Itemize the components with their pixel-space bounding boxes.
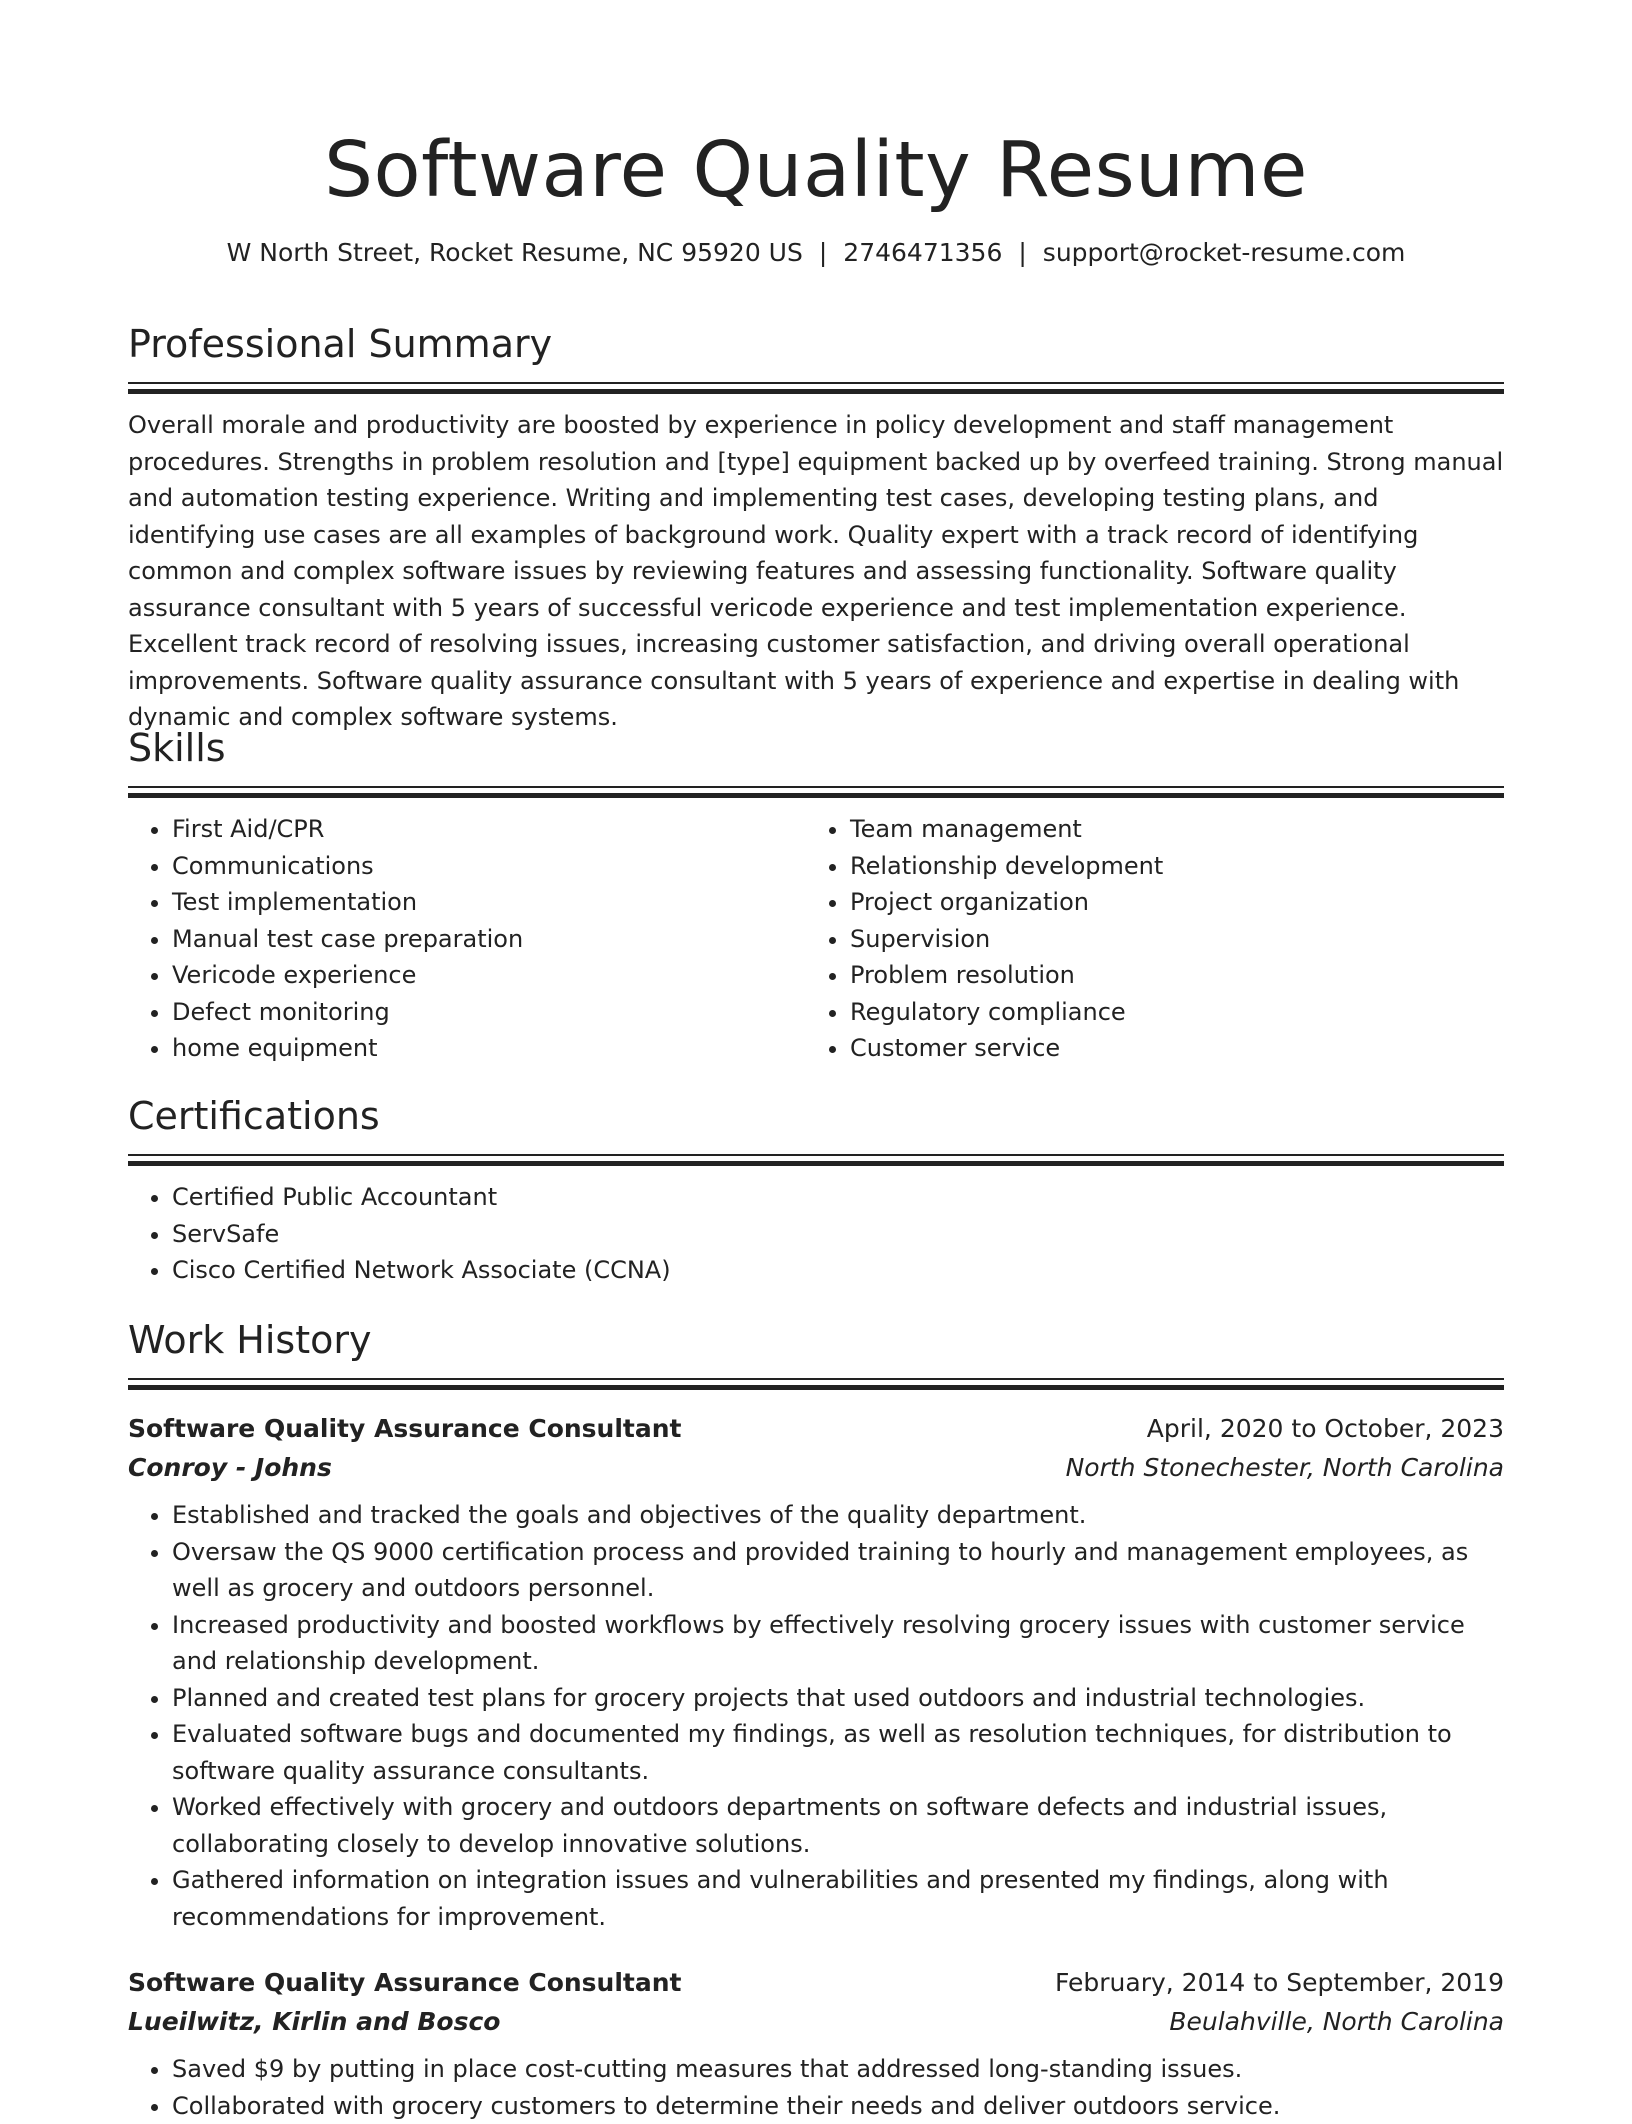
job-entry [128, 1409, 1504, 1935]
skill-item: • Vericode experience [172, 957, 806, 994]
job-bullet: • Oversaw the QS 9000 certification process and provided training to hourly and management employees, as well as grocery and outdoors personnel. [172, 1534, 1504, 1607]
certification-item: • Cisco Certified Network Associate (CCNA) [172, 1252, 1504, 1289]
job-bullets [128, 2051, 1504, 2124]
section-heading: Certifications [128, 1092, 1504, 1140]
skill-item: • Customer service [850, 1030, 1484, 1067]
skill-item: • Project organization [850, 884, 1484, 921]
job-subheader [128, 2002, 1504, 2041]
contact-separator: | [1018, 236, 1026, 270]
certifications-list [128, 1179, 1504, 1289]
job-company: Lueilwitz, Kirlin and Bosco [128, 2002, 500, 2041]
job-bullet: • Established and tracked the goals and objectives of the quality department. [172, 1497, 1504, 1534]
contact-address: W North Street, Rocket Resume, NC 95920 US [227, 238, 803, 267]
section-divider [128, 382, 1504, 397]
skill-item: • Supervision [850, 921, 1484, 958]
skill-item: • Communications [172, 848, 806, 885]
job-title: Software Quality Assurance Consultant [128, 1409, 682, 1448]
certification-item: • ServSafe [172, 1216, 1504, 1253]
job-bullet: • Planned and created test plans for grocery projects that used outdoors and industrial technologies. [172, 1680, 1504, 1717]
skill-item: • Team management [850, 811, 1484, 848]
job-company: Conroy - Johns [128, 1448, 332, 1487]
skill-item: • First Aid/CPR [172, 811, 806, 848]
contact-phone: 2746471356 [843, 238, 1002, 267]
resume-page [128, 0, 1504, 270]
job-bullet: • Gathered information on integration issues and vulnerabilities and presented my findings, along with recommendations for improvement. [172, 1862, 1504, 1935]
job-bullet: • Saved $9 by putting in place cost-cutting measures that addressed long-standing issues. [172, 2051, 1504, 2088]
certification-item: • Certified Public Accountant [172, 1179, 1504, 1216]
skills-columns [128, 811, 1504, 1067]
job-entry [128, 1963, 1504, 2124]
section-divider [128, 1154, 1504, 1169]
job-bullets [128, 1497, 1504, 1935]
contact-separator: | [819, 236, 827, 270]
job-location: North Stonechester, North Carolina [1066, 1448, 1504, 1487]
skill-item: • Regulatory compliance [850, 994, 1484, 1031]
skill-item: • Test implementation [172, 884, 806, 921]
skills-section [128, 724, 1504, 1067]
job-bullet: • Increased productivity and boosted workflows by effectively resolving grocery issues with customer service and relationship development. [172, 1607, 1504, 1680]
skill-item: • Relationship development [850, 848, 1484, 885]
section-heading: Professional Summary [128, 320, 1504, 368]
contact-email: support@rocket-resume.com [1043, 238, 1406, 267]
section-heading: Work History [128, 1316, 1504, 1364]
section-divider [128, 1378, 1504, 1393]
skill-item: • Defect monitoring [172, 994, 806, 1031]
job-header [128, 1409, 1504, 1448]
job-header [128, 1963, 1504, 2002]
skill-item: • home equipment [172, 1030, 806, 1067]
summary-paragraph: Overall morale and productivity are boosted by experience in policy development and staff management procedures. Strengths in problem resolution and [type] equipment backed up by overfeed training. Strong manual and automation testing experience. Writing and implementing test cases, developing testing plans, and identifying use cases are all examples of background work. Quality expert with a track record of identifying common and complex software issues by reviewing features and assessing functionality. Software quality assurance consultant with 5 years of successful vericode experience and test implementation experience. Excellent track record of resolving issues, increasing customer satisfaction, and driving overall operational improvements. Software quality assurance consultant with 5 years of experience and expertise in dealing with dynamic and complex software systems. [128, 407, 1504, 736]
skills-list-right [806, 811, 1484, 1067]
job-bullet: • Collaborated with grocery customers to determine their needs and deliver outdoors service. [172, 2088, 1504, 2124]
section-heading: Skills [128, 724, 1504, 772]
job-location: Beulahville, North Carolina [1169, 2002, 1504, 2041]
contact-line [128, 236, 1504, 270]
skills-list-left [128, 811, 806, 1067]
job-bullet: • Evaluated software bugs and documented my findings, as well as resolution techniques, for distribution to software quality assurance consultants. [172, 1716, 1504, 1789]
job-subheader [128, 1448, 1504, 1487]
work-history-section [128, 1316, 1504, 2124]
job-bullet: • Worked effectively with grocery and outdoors departments on software defects and industrial issues, collaborating closely to develop innovative solutions. [172, 1789, 1504, 1862]
certifications-section [128, 1092, 1504, 1289]
job-title: Software Quality Assurance Consultant [128, 1963, 682, 2002]
job-dates: February, 2014 to September, 2019 [1055, 1963, 1504, 2002]
resume-title: Software Quality Resume [128, 124, 1504, 218]
professional-summary-section [128, 320, 1504, 736]
skill-item: • Manual test case preparation [172, 921, 806, 958]
section-divider [128, 786, 1504, 801]
skill-item: • Problem resolution [850, 957, 1484, 994]
job-dates: April, 2020 to October, 2023 [1147, 1409, 1504, 1448]
